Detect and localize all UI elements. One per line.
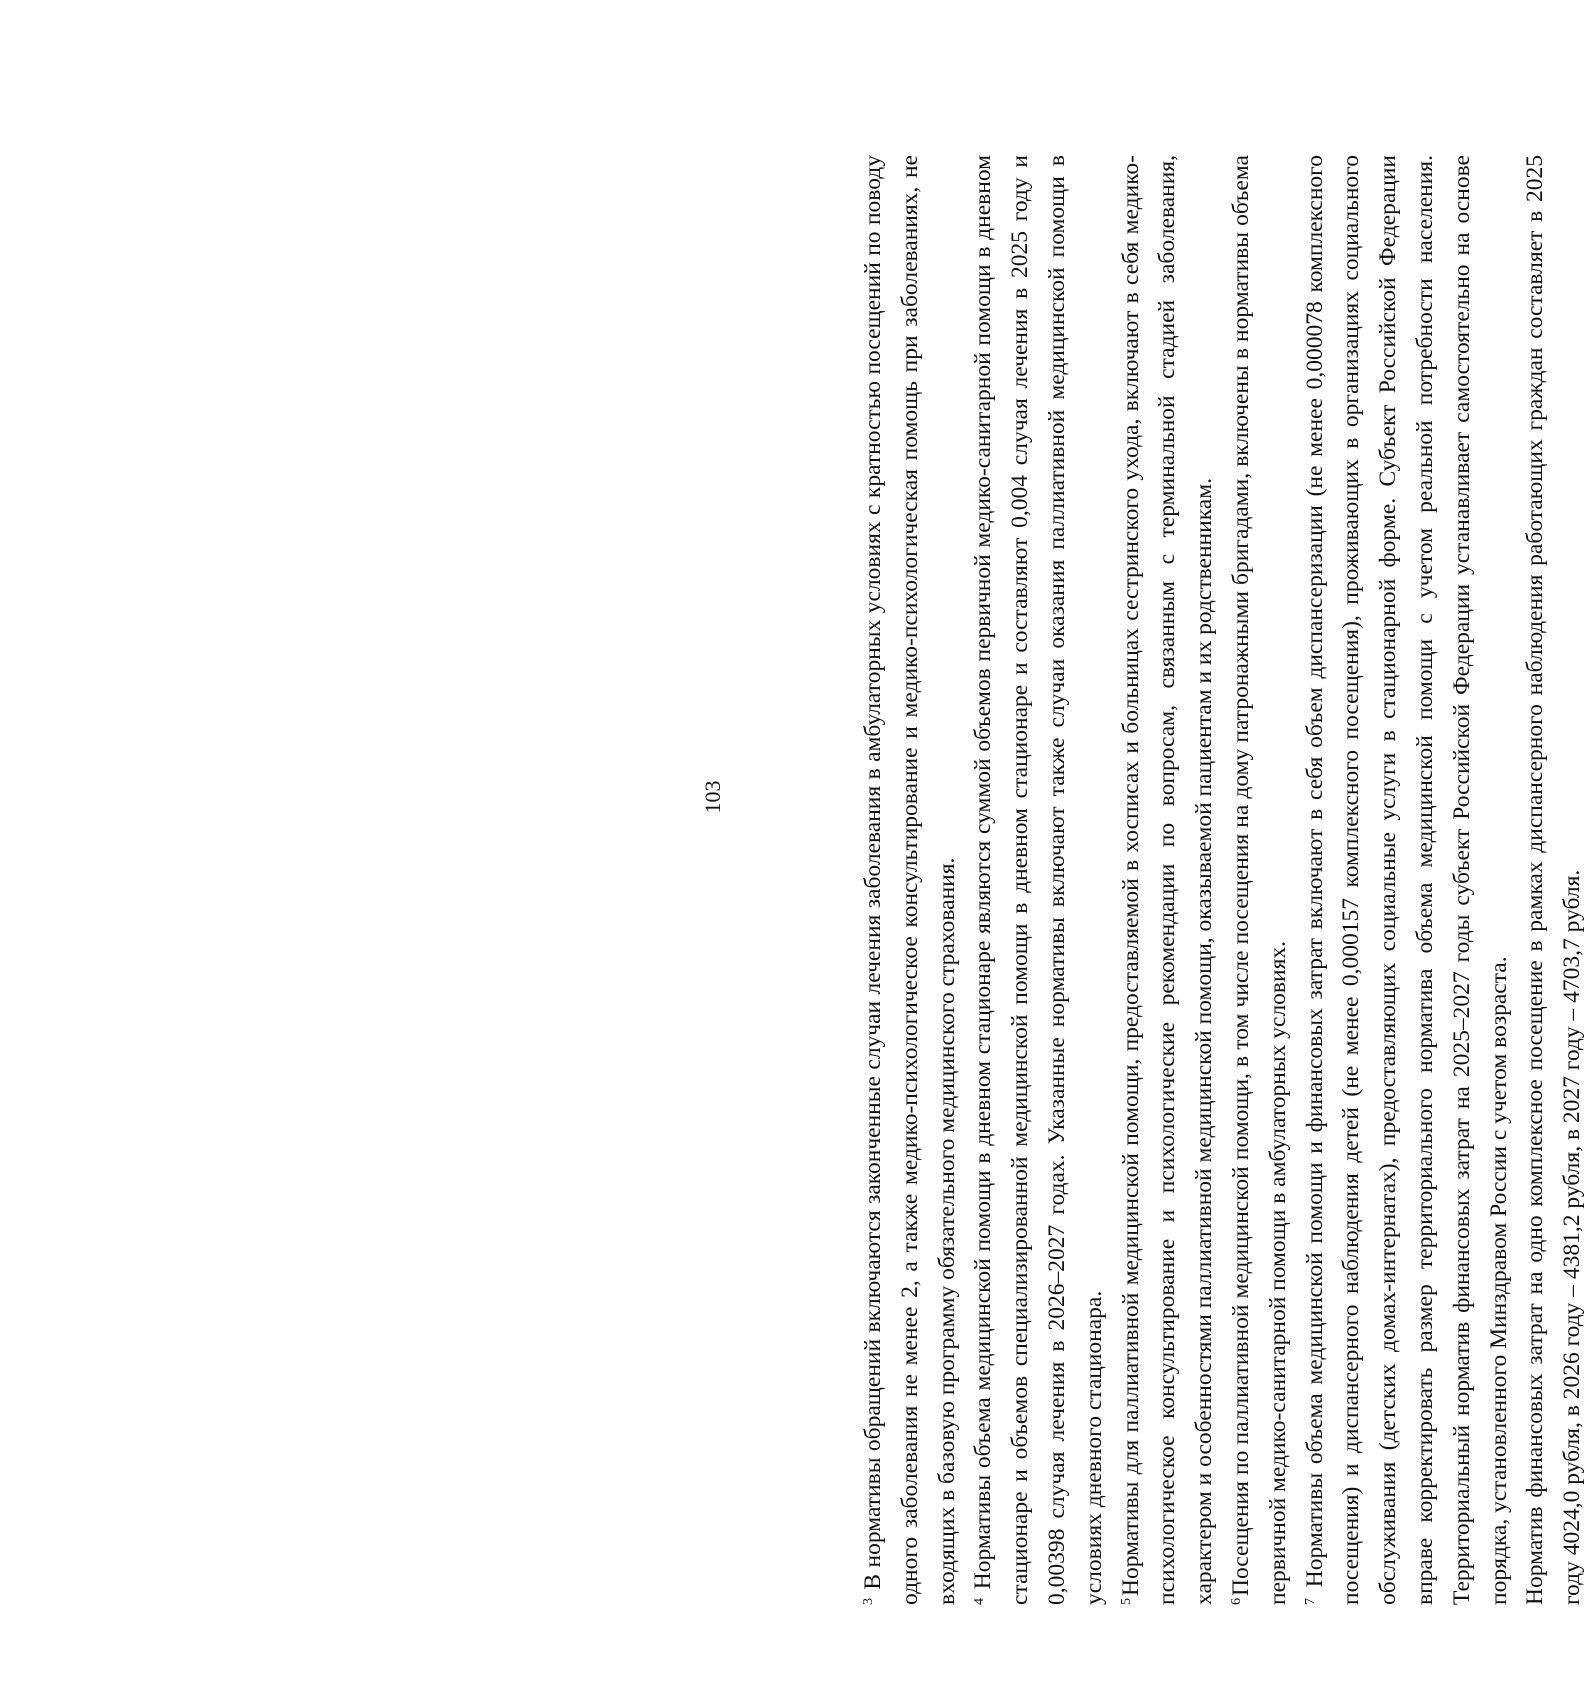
footnote-5	[1113, 155, 1223, 1605]
footnote-mark: 6	[1229, 1598, 1245, 1605]
footnotes-section	[855, 155, 1591, 1605]
footnote-3	[855, 155, 965, 1605]
footnote-mark: 7	[1302, 1598, 1318, 1605]
footnote-text: Нормативы объема медицинской помощи и финансовых затрат включают в себя объем диспансеризации (не менее 0,000078 комплексного посещения) и диспансерного наблюдения детей (не менее 0,000157 комплексного посещения), проживающих в организациях социального обслуживания (детских домах-интернатах), предоставляющих социальные услуги в стационарной форме. Субъект Российской Федерации вправе корректировать размер территориального норматива объема медицинской помощи с учетом реальной потребности населения. Территориальный норматив финансовых затрат на 2025–2027 годы субъект Российской Федерации устанавливает самостоятельно на основе порядка, установленного Минздравом России с учетом возраста.	[1301, 155, 1512, 1605]
footnote-7	[1297, 155, 1518, 1605]
rotated-content	[855, 155, 1591, 1605]
footnote-text: Посещения по паллиативной медицинской помощи, в том числе посещения на дому патронажными бригадами, включены в нормативы объема первичной медико-санитарной помощи в амбулаторных условиях.	[1227, 155, 1291, 1605]
footnote-text: Нормативы для паллиативной медицинской помощи, предоставляемой в хосписах и больницах сестринского ухода, включают в себя медико-психологическое консультирование и психологические рекомендации по вопросам, связанным с терминальной стадией заболевания, характером и особенностями паллиативной медицинской помощи, оказываемой пациентам и их родственникам.	[1117, 155, 1218, 1605]
footnote-4	[965, 155, 1112, 1605]
footnote-text: Норматив финансовых затрат на одно комплексное посещение в рамках диспансерного наблюдения работающих граждан составляет в 2025 году 4024,0 рубля, в 2026 году – 4381,2 рубля, в 2027 году – 4703,7 рубля.	[1522, 155, 1586, 1605]
footnote-7-continuation	[1517, 155, 1591, 1605]
footnote-mark: 5	[1118, 1598, 1134, 1605]
footnote-text: Нормативы объема медицинской помощи в дневном стационаре являются суммой объемов первичной медико-санитарной помощи в дневном стационаре и объемов специализированной медицинской помощи в дневном стационаре и составляют 0,004 случая лечения в 2025 году и 0,00398 случая лечения в 2026–2027 годах. Указанные нормативы включают также случаи оказания паллиативной медицинской помощи в условиях дневного стационара.	[970, 155, 1107, 1605]
footnote-mark: 4	[971, 1598, 987, 1605]
footnote-mark: 3	[861, 1598, 877, 1605]
footnote-text: В нормативы обращений включаются законченные случаи лечения заболевания в амбулаторных условиях с кратностью посещений по поводу одного заболевания не менее 2, а также медико-психологическое консультирование и медико-психологическая помощь при заболеваниях, не входящих в базовую программу обязательного медицинского страхования.	[860, 155, 960, 1605]
footnote-6	[1223, 155, 1297, 1605]
page-number: 103	[700, 780, 725, 814]
